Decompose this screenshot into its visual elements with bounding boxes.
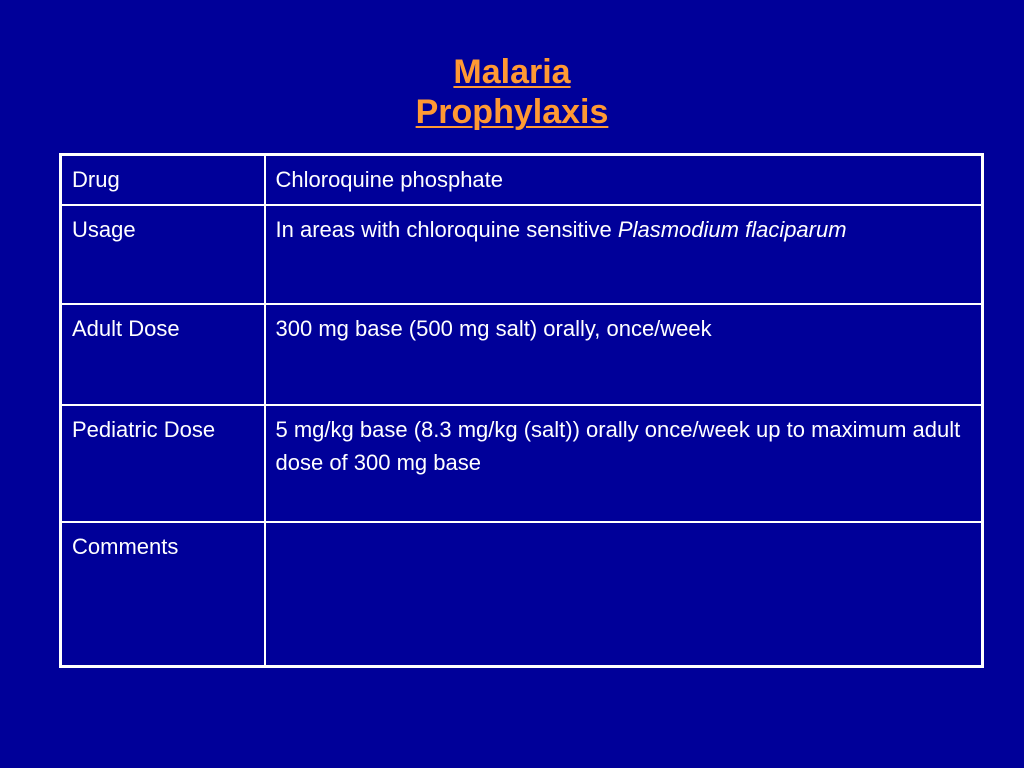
row-value-drug: Chloroquine phosphate: [265, 155, 983, 206]
title-line-1: Malaria: [453, 53, 571, 91]
table-row-drug: [61, 155, 983, 206]
row-label-usage: Usage: [61, 205, 265, 304]
table-row-comments: [61, 522, 983, 667]
row-value-usage: [265, 205, 983, 304]
table-row-usage: [61, 205, 983, 304]
title-line-2: Prophylaxis: [415, 93, 609, 131]
row-label-pediatric-dose: Pediatric Dose: [61, 405, 265, 522]
slide-title: [0, 52, 1024, 132]
prophylaxis-table: [59, 153, 984, 668]
row-value-comments: [265, 522, 983, 667]
row-value-pediatric-dose: 5 mg/kg base (8.3 mg/kg (salt)) orally once/week up to maximum adult dose of 300 mg base: [265, 405, 983, 522]
row-label-comments: Comments: [61, 522, 265, 667]
table-row-adult-dose: [61, 304, 983, 405]
table-row-pediatric-dose: [61, 405, 983, 522]
row-label-adult-dose: Adult Dose: [61, 304, 265, 405]
usage-text: In areas with chloroquine sensitive: [275, 217, 618, 242]
row-value-adult-dose: 300 mg base (500 mg salt) orally, once/week: [265, 304, 983, 405]
row-label-drug: Drug: [61, 155, 265, 206]
usage-organism: Plasmodium flaciparum: [617, 217, 847, 242]
